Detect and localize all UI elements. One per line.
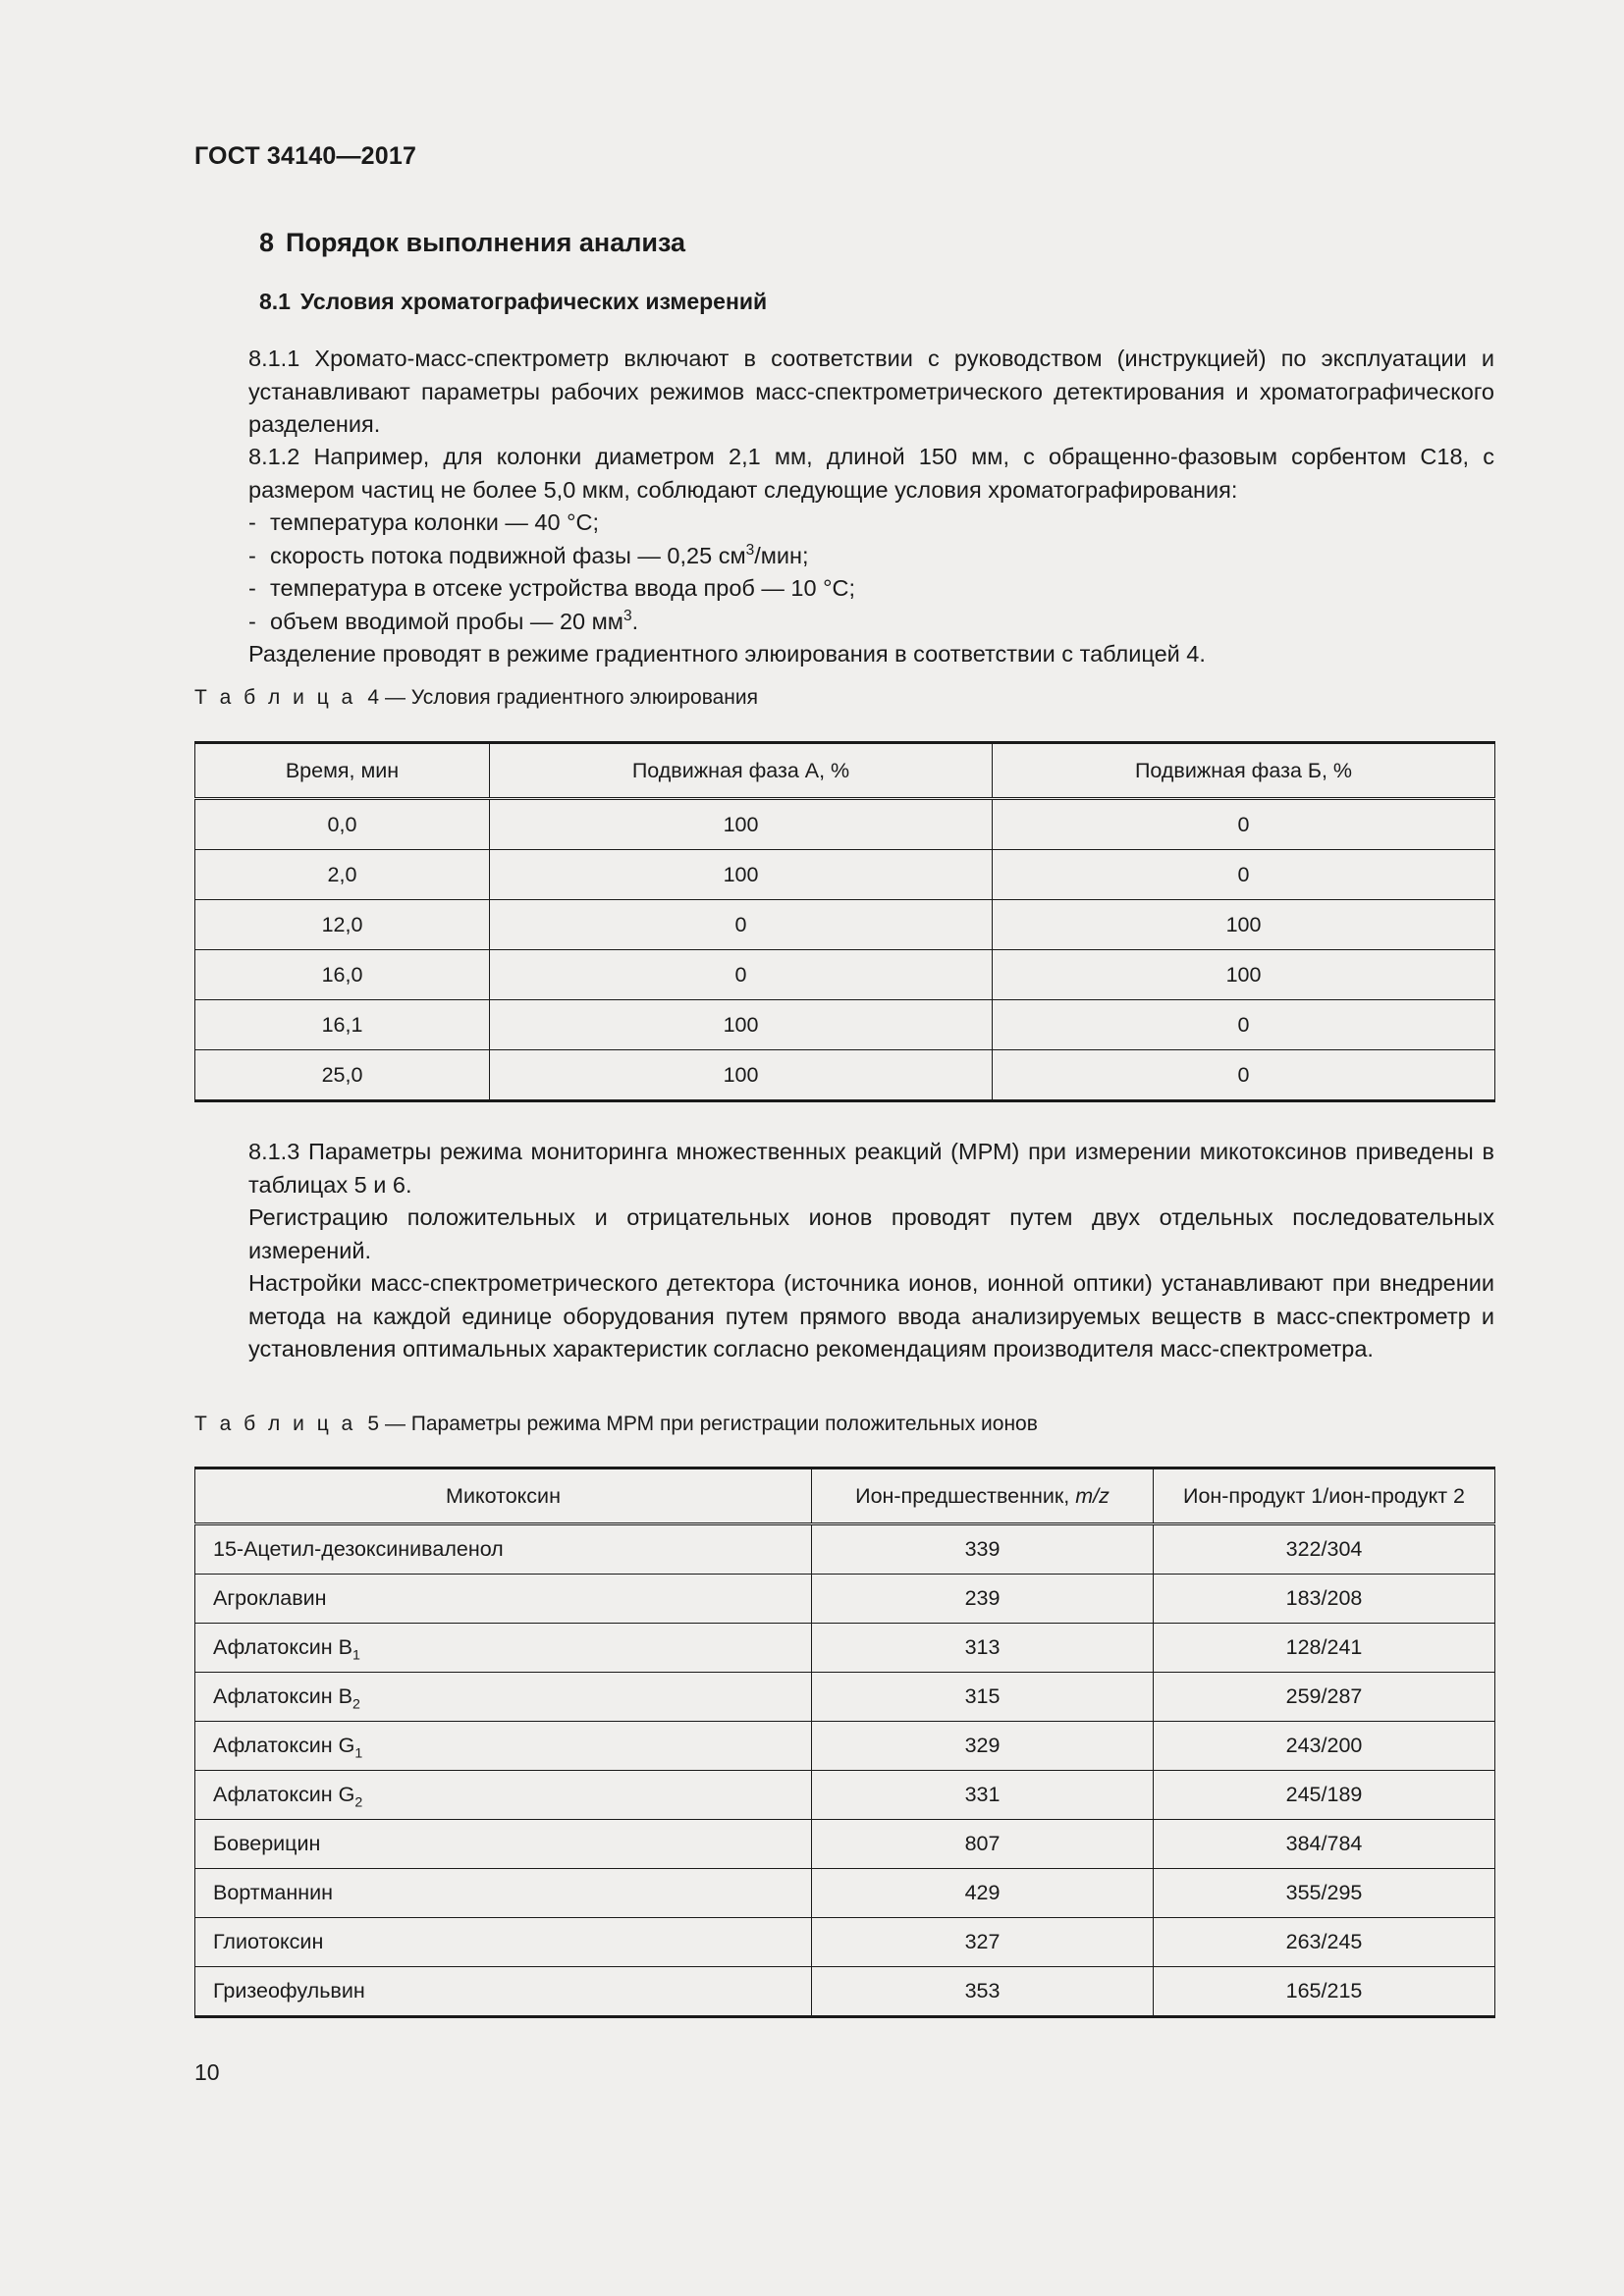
table-caption-dash: — xyxy=(384,1413,406,1435)
list-item xyxy=(194,606,1494,639)
list-item-label: объем вводимой пробы — 20 мм xyxy=(270,608,623,634)
table-caption-title: Параметры режима МРМ при регистрации положительных ионов xyxy=(410,1413,1038,1435)
paragraph-text: Регистрацию положительных и отрицательных ионов проводят путем двух отдельных последовательных измерений. xyxy=(248,1204,1494,1263)
cell-precursor-ion: 315 xyxy=(812,1673,1154,1722)
paragraph-8-1-1 xyxy=(194,343,1494,442)
table-caption-label: Т а б л и ц а xyxy=(194,686,356,709)
table-row xyxy=(195,1722,1495,1771)
table-row xyxy=(195,850,1495,900)
mycotoxin-name: Афлатоксин B xyxy=(213,1684,352,1708)
cell-product-ions: 384/784 xyxy=(1154,1820,1495,1869)
cell-precursor-ion: 331 xyxy=(812,1771,1154,1820)
cell-phase-b: 0 xyxy=(993,799,1495,850)
cell-phase-a: 0 xyxy=(490,900,993,950)
table-row xyxy=(195,1771,1495,1820)
cell-time: 16,1 xyxy=(195,1000,490,1050)
list-item-suffix: /мин; xyxy=(754,542,809,568)
table-row xyxy=(195,900,1495,950)
cell-mycotoxin xyxy=(195,1624,812,1673)
table-row xyxy=(195,1869,1495,1918)
document-standard-header: ГОСТ 34140—2017 xyxy=(194,142,417,170)
cell-phase-a: 100 xyxy=(490,1050,993,1101)
table-gradient-elution xyxy=(194,741,1495,1102)
list-item-suffix: . xyxy=(631,608,639,634)
table-4-caption xyxy=(194,686,758,710)
paragraph-8-1-3 xyxy=(194,1136,1494,1201)
cell-mycotoxin xyxy=(195,1771,812,1820)
cell-product-ions: 183/208 xyxy=(1154,1575,1495,1624)
cell-phase-a: 100 xyxy=(490,799,993,850)
cell-product-ions: 322/304 xyxy=(1154,1524,1495,1575)
table-header-row xyxy=(195,1468,1495,1524)
cell-phase-b: 0 xyxy=(993,1000,1495,1050)
table-mrm-positive-ions xyxy=(194,1467,1495,2018)
cell-precursor-ion: 313 xyxy=(812,1624,1154,1673)
list-item-label: температура колонки — 40 °C; xyxy=(270,509,599,535)
cell-product-ions: 243/200 xyxy=(1154,1722,1495,1771)
cell-product-ions: 263/245 xyxy=(1154,1918,1495,1967)
cell-precursor-ion: 339 xyxy=(812,1524,1154,1575)
cell-phase-b: 0 xyxy=(993,850,1495,900)
cell-time: 12,0 xyxy=(195,900,490,950)
mycotoxin-name: Гризеофульвин xyxy=(213,1979,365,2002)
cell-mycotoxin xyxy=(195,1869,812,1918)
mycotoxin-subscript: 2 xyxy=(352,1696,360,1713)
cell-time: 0,0 xyxy=(195,799,490,850)
table-row xyxy=(195,1673,1495,1722)
list-item-superscript: 3 xyxy=(623,607,632,624)
list-item-label: температура в отсеке устройства ввода проб — 10 °C; xyxy=(270,575,855,601)
cell-mycotoxin xyxy=(195,1918,812,1967)
table-row xyxy=(195,1967,1495,2017)
cell-phase-b: 0 xyxy=(993,1050,1495,1101)
cell-phase-a: 100 xyxy=(490,850,993,900)
mycotoxin-name: Афлатоксин G xyxy=(213,1734,355,1757)
cell-mycotoxin xyxy=(195,1673,812,1722)
paragraph-separation xyxy=(194,638,1494,671)
table-row xyxy=(195,1000,1495,1050)
table-column-header-product-ions: Ион-продукт 1/ион-продукт 2 xyxy=(1154,1468,1495,1524)
list-item xyxy=(194,507,1494,540)
mycotoxin-name: Афлатоксин B xyxy=(213,1635,352,1659)
cell-precursor-ion: 429 xyxy=(812,1869,1154,1918)
cell-mycotoxin xyxy=(195,1575,812,1624)
header-precursor-prefix: Ион-предшественник, xyxy=(855,1483,1076,1508)
cell-product-ions: 355/295 xyxy=(1154,1869,1495,1918)
table-caption-dash: — xyxy=(384,686,406,709)
cell-precursor-ion: 353 xyxy=(812,1967,1154,2017)
section-number: 8 xyxy=(259,228,275,257)
table-row xyxy=(195,1624,1495,1673)
table-caption-label: Т а б л и ц а xyxy=(194,1413,356,1435)
mycotoxin-subscript: 1 xyxy=(352,1647,360,1664)
table-column-header-precursor-ion xyxy=(812,1468,1154,1524)
header-precursor-mz: m/z xyxy=(1075,1483,1110,1508)
mycotoxin-name: Глиотоксин xyxy=(213,1930,324,1953)
cell-phase-b: 100 xyxy=(993,950,1495,1000)
paragraph-text: 8.1.3 Параметры режима мониторинга множественных реакций (МРМ) при измерении микотоксинов приведены в таблицах 5 и 6. xyxy=(248,1139,1494,1198)
table-row xyxy=(195,950,1495,1000)
paragraph-text: Разделение проводят в режиме градиентного элюирования в соответствии с таблицей 4. xyxy=(248,641,1206,667)
table-row xyxy=(195,1050,1495,1101)
table-row xyxy=(195,1575,1495,1624)
mycotoxin-subscript: 1 xyxy=(354,1745,363,1762)
cell-phase-b: 100 xyxy=(993,900,1495,950)
table-header-row xyxy=(195,743,1495,799)
list-item-label: скорость потока подвижной фазы — 0,25 см xyxy=(270,542,746,568)
cell-product-ions: 245/189 xyxy=(1154,1771,1495,1820)
table-caption-number: 4 xyxy=(367,686,380,709)
paragraph-registration xyxy=(194,1201,1494,1267)
cell-precursor-ion: 807 xyxy=(812,1820,1154,1869)
paragraph-settings xyxy=(194,1267,1494,1366)
table-column-header-time: Время, мин xyxy=(195,743,490,799)
page-number: 10 xyxy=(194,2059,220,2085)
paragraph-text: 8.1.1 Хромато-масс-спектрометр включают в соответствии с руководством (инструкцией) по эксплуатации и устанавливают параметры рабочих режимов масс-спектрометрического детектирования и хроматографического разделения. xyxy=(248,346,1494,437)
table-column-header-phase-b: Подвижная фаза Б, % xyxy=(993,743,1495,799)
table-column-header-mycotoxin: Микотоксин xyxy=(195,1468,812,1524)
conditions-list xyxy=(194,507,1494,638)
mycotoxin-name: Агроклавин xyxy=(213,1586,327,1610)
table-5-caption xyxy=(194,1413,1038,1436)
cell-phase-a: 100 xyxy=(490,1000,993,1050)
list-item xyxy=(194,572,1494,606)
cell-product-ions: 259/287 xyxy=(1154,1673,1495,1722)
paragraph-text: 8.1.2 Например, для колонки диаметром 2,1 мм, длиной 150 мм, с обращенно-фазовым сорбентом С18, с размером частиц не более 5,0 мкм, соблюдают следующие условия хроматографирования: xyxy=(248,444,1494,503)
cell-phase-a: 0 xyxy=(490,950,993,1000)
subsection-title: Условия хроматографических измерений xyxy=(299,289,768,314)
cell-precursor-ion: 329 xyxy=(812,1722,1154,1771)
cell-mycotoxin xyxy=(195,1967,812,2017)
table-row xyxy=(195,1524,1495,1575)
cell-mycotoxin xyxy=(195,1722,812,1771)
cell-mycotoxin xyxy=(195,1820,812,1869)
cell-precursor-ion: 239 xyxy=(812,1575,1154,1624)
subsection-heading xyxy=(259,289,767,315)
section-title: Порядок выполнения анализа xyxy=(286,228,686,257)
table-row xyxy=(195,1820,1495,1869)
table-column-header-phase-a: Подвижная фаза А, % xyxy=(490,743,993,799)
list-bullet-dash: - xyxy=(248,608,256,634)
table-row xyxy=(195,799,1495,850)
paragraph-8-1-2 xyxy=(194,441,1494,507)
list-bullet-dash: - xyxy=(248,509,256,535)
list-item-superscript: 3 xyxy=(745,541,755,559)
mycotoxin-name: Афлатоксин G xyxy=(213,1783,355,1806)
cell-product-ions: 165/215 xyxy=(1154,1967,1495,2017)
mycotoxin-subscript: 2 xyxy=(354,1794,363,1811)
page-title xyxy=(259,228,685,258)
table-row xyxy=(195,1918,1495,1967)
paragraph-text: Настройки масс-спектрометрического детектора (источника ионов, ионной оптики) устанавливают при внедрении метода на каждой единице оборудования путем прямого ввода анализируемых веществ в масс-спектрометр и установления оптимальных характеристик согласно рекомендациям производителя масс-спектрометра. xyxy=(248,1270,1494,1362)
mycotoxin-name: Боверицин xyxy=(213,1832,321,1855)
cell-product-ions: 128/241 xyxy=(1154,1624,1495,1673)
mycotoxin-name: Вортманнин xyxy=(213,1881,333,1904)
cell-time: 16,0 xyxy=(195,950,490,1000)
cell-mycotoxin xyxy=(195,1524,812,1575)
list-item xyxy=(194,540,1494,573)
table-caption-title: Условия градиентного элюирования xyxy=(410,686,759,709)
table-caption-number: 5 xyxy=(367,1413,380,1435)
cell-precursor-ion: 327 xyxy=(812,1918,1154,1967)
cell-time: 2,0 xyxy=(195,850,490,900)
list-bullet-dash: - xyxy=(248,542,256,568)
list-bullet-dash: - xyxy=(248,575,256,601)
cell-time: 25,0 xyxy=(195,1050,490,1101)
mycotoxin-name: 15-Ацетил-дезоксиниваленол xyxy=(213,1537,504,1561)
subsection-number: 8.1 xyxy=(259,289,291,314)
